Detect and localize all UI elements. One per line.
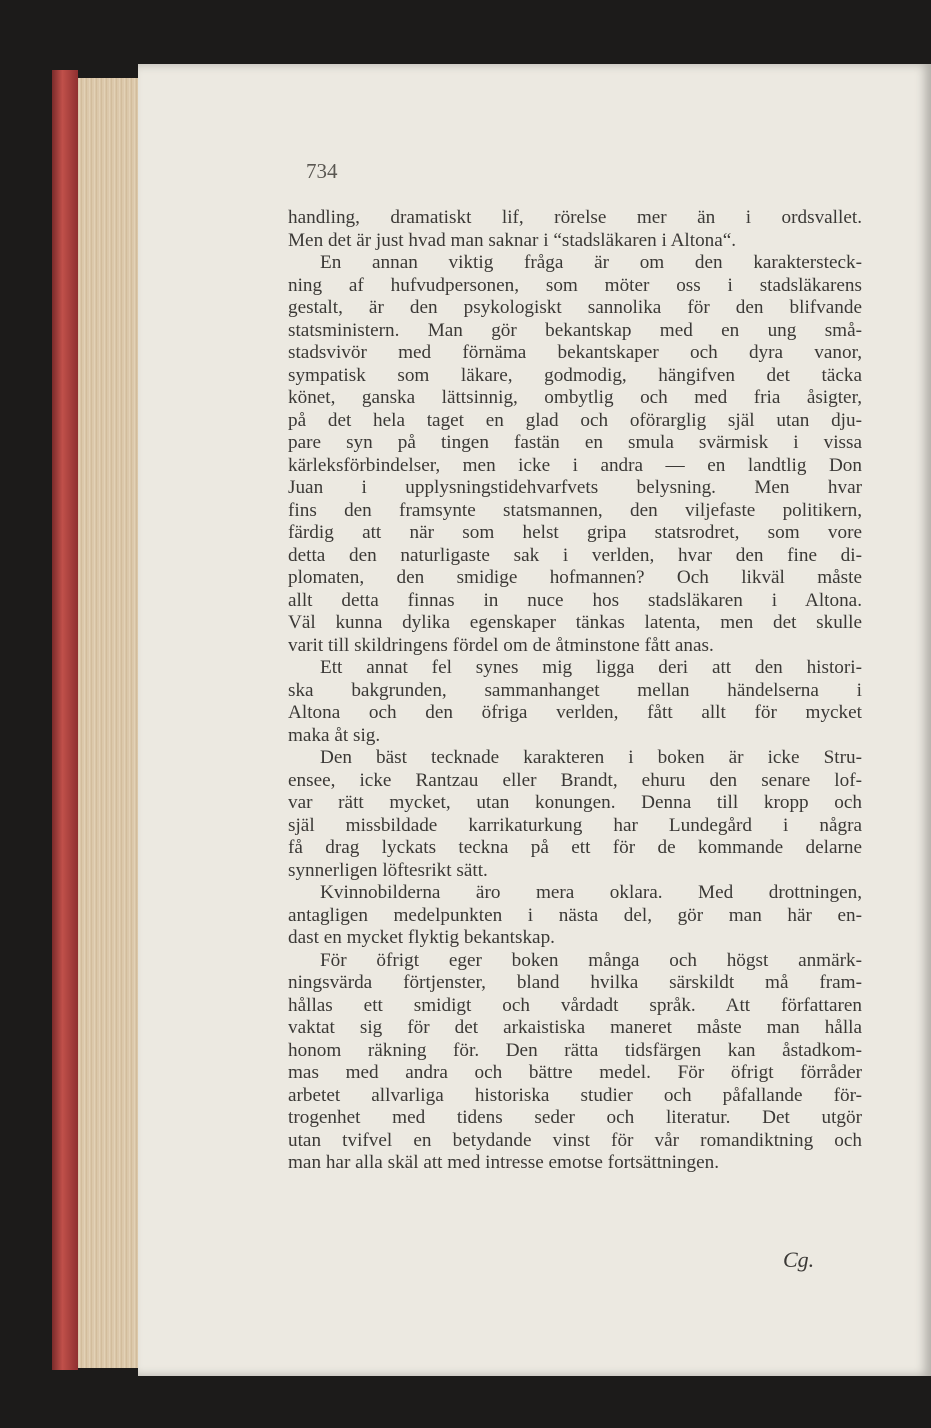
text-line: gestalt, är den psykologiskt sannolika för den blifvande xyxy=(288,297,862,318)
text-line: honom räkning för. Den rätta tidsfärgen kan åstadkom- xyxy=(288,1039,862,1061)
text-line: trogenhet med tidens seder och literatur. Det utgör xyxy=(288,1107,862,1128)
text-line: detta den naturligaste sak i verlden, hvar den fine di- xyxy=(288,544,862,566)
text-line: varit till skildringens fördel om de åtminstone fått anas. xyxy=(288,634,714,656)
text-line: vaktat sig för det arkaistiska maneret måste man hålla xyxy=(288,1017,862,1038)
text-line: färdig att när som helst gripa statsrodret, som vore xyxy=(288,522,862,543)
text-line: själ missbildade karrikaturkung har Lundegård i några xyxy=(288,814,862,836)
text-line: ensee, icke Rantzau eller Brandt, ehuru den senare lof- xyxy=(288,769,862,791)
text-line: maka åt sig. xyxy=(288,724,381,746)
text-line: handling, dramatiskt lif, rörelse mer än i ordsvallet. xyxy=(288,207,862,228)
book-spine xyxy=(52,70,78,1370)
text-line: statsministern. Man gör bekantskap med en ung små- xyxy=(288,319,862,341)
text-line: plomaten, den smidige hofmannen? Och likväl måste xyxy=(288,567,862,588)
page-number: 734 xyxy=(306,159,338,183)
text-line: sympatisk som läkare, godmodig, hängifven det täcka xyxy=(288,364,862,386)
text-line: ning af hufvudpersonen, som möter oss i stadsläkarens xyxy=(288,274,862,296)
page-edges xyxy=(78,78,140,1368)
text-line: Men det är just hvad man saknar i “stadsläkaren i Altona“. xyxy=(288,229,737,251)
text-line: fins den framsynte statsmannen, den viljefaste politikern, xyxy=(288,499,862,521)
text-line: Kvinnobilderna äro mera oklara. Med drottningen, xyxy=(320,882,862,903)
text-line: synnerligen löftesrikt sätt. xyxy=(288,859,488,881)
text-line: ska bakgrunden, sammanhanget mellan händelserna i xyxy=(288,679,862,701)
text-line: För öfrigt eger boken många och högst anmärk- xyxy=(320,949,862,971)
text-line: var rätt mycket, utan konungen. Denna till kropp och xyxy=(288,792,862,813)
text-line: En annan viktig fråga är om den karaktersteck- xyxy=(320,252,862,273)
text-line: stadsvivör med förnäma bekantskaper och dyra vanor, xyxy=(288,342,862,363)
text-line: Altona och den öfriga verlden, fått allt för mycket xyxy=(288,702,862,723)
body-text xyxy=(288,207,862,1175)
text-line: på det hela taget en glad och oförarglig själ utan dju- xyxy=(288,409,862,431)
text-line: hållas ett smidigt och vårdadt språk. Att författaren xyxy=(288,994,862,1016)
text-line: Ett annat fel synes mig ligga deri att den histori- xyxy=(320,657,862,678)
text-line: könet, ganska lättsinnig, ombytlig och med fria åsigter, xyxy=(288,387,862,408)
text-line: mas med andra och bättre medel. För öfrigt förråder xyxy=(288,1062,862,1083)
text-line: utan tvifvel en betydande vinst för vår romandiktning och xyxy=(288,1129,862,1151)
text-line: antagligen medelpunkten i nästa del, gör man här en- xyxy=(288,904,862,926)
text-line: dast en mycket flyktig bekantskap. xyxy=(288,927,555,948)
text-line: man har alla skäl att med intresse emotse fortsättningen. xyxy=(288,1152,720,1173)
text-line: kärleksförbindelser, men icke i andra — en landtlig Don xyxy=(288,454,862,476)
text-line: allt detta finnas in nuce hos stadsläkaren i Altona. xyxy=(288,589,862,611)
author-signature: Cg. xyxy=(783,1247,815,1272)
text-line: Väl kunna dylika egenskaper tänkas latenta, men det skulle xyxy=(288,612,862,633)
book-page xyxy=(138,64,931,1376)
text-line: Juan i upplysningstidehvarfvets belysning. Men hvar xyxy=(288,477,862,498)
text-line: ningsvärda förtjenster, bland hvilka särskildt må fram- xyxy=(288,972,862,993)
text-line: arbetet allvarliga historiska studier och påfallande för- xyxy=(288,1084,862,1106)
text-line: få drag lyckats teckna på ett för de kommande delarne xyxy=(288,837,862,858)
text-line: pare syn på tingen fastän en smula svärmisk i vissa xyxy=(288,432,862,453)
text-line: Den bäst tecknade karakteren i boken är icke Stru- xyxy=(320,747,862,768)
